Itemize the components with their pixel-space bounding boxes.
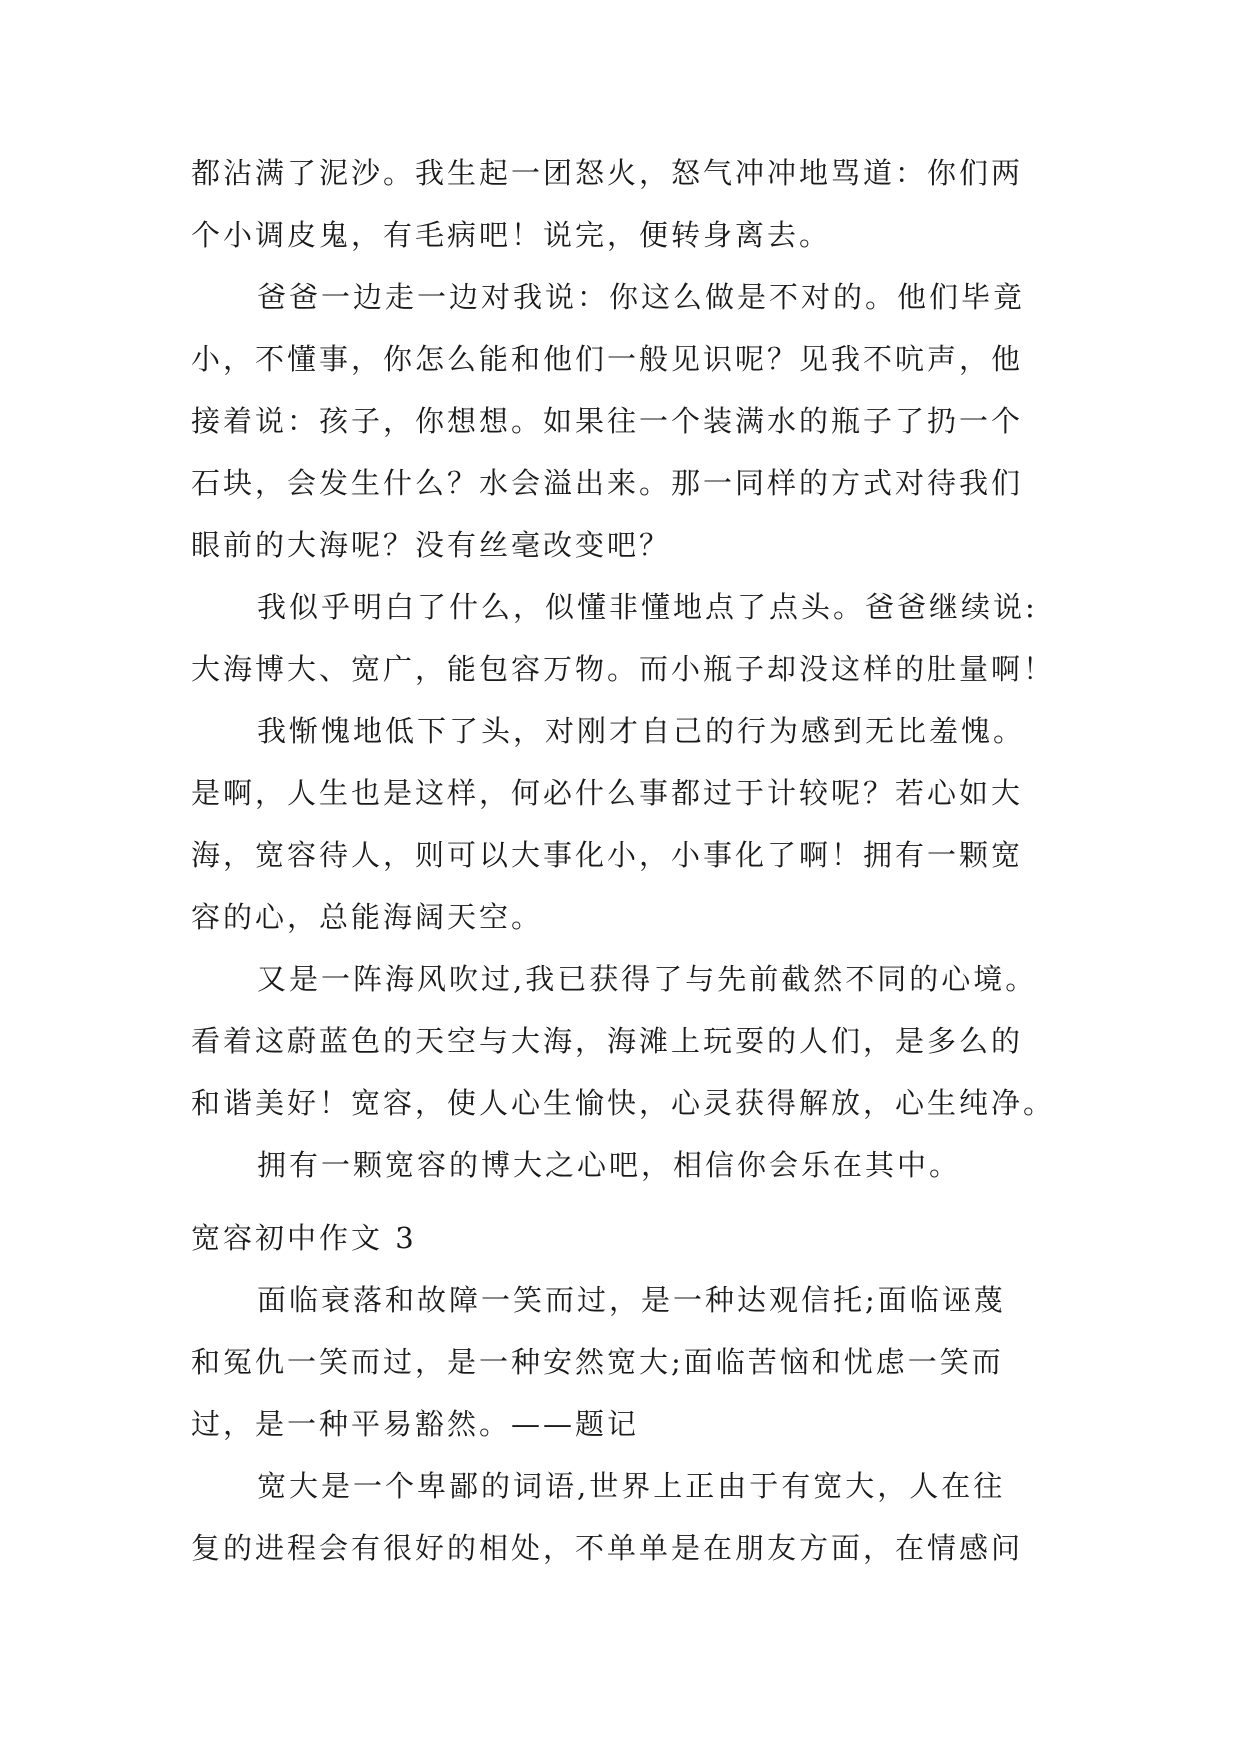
text-line: 爸爸一边走一边对我说：你这么做是不对的。他们毕竟 xyxy=(257,280,1026,314)
text-line: 小，不懂事，你怎么能和他们一般见识呢？见我不吭声，他 xyxy=(191,342,1024,376)
text-line: 接着说：孩子，你想想。如果往一个装满水的瓶子了扔一个 xyxy=(191,404,1024,438)
text-line: 海，宽容待人，则可以大事化小，小事化了啊！拥有一颗宽 xyxy=(191,838,1024,872)
text-line: 面临衰落和故障一笑而过，是一种达观信托;面临诬蔑 xyxy=(257,1283,1006,1317)
text-line: 容的心，总能海阔天空。 xyxy=(191,900,544,934)
text-line: 我似乎明白了什么，似懂非懂地点了点头。爸爸继续说: xyxy=(257,590,1038,624)
text-line: 都沾满了泥沙。我生起一团怒火，怒气冲冲地骂道：你们两 xyxy=(191,156,1024,190)
text-line: 过，是一种平易豁然。——题记 xyxy=(191,1407,640,1441)
text-line: 个小调皮鬼，有毛病吧！说完，便转身离去。 xyxy=(191,218,832,252)
section-heading: 宽容初中作文 3 xyxy=(191,1221,417,1255)
text-line: 复的进程会有很好的相处，不单单是在朋友方面，在情感问 xyxy=(191,1531,1024,1565)
text-line: 眼前的大海呢？没有丝毫改变吧？ xyxy=(191,528,672,562)
text-line: 石块，会发生什么？水会溢出来。那一同样的方式对待我们 xyxy=(191,466,1024,500)
text-line: 和谐美好！宽容，使人心生愉快，心灵获得解放，心生纯净。 xyxy=(191,1086,1056,1120)
essay-body-part-1 xyxy=(191,142,1071,1196)
text-line: 和冤仇一笑而过，是一种安然宽大;面临苦恼和忧虑一笑而 xyxy=(191,1345,1004,1379)
text-line: 拥有一颗宽容的博大之心吧，相信你会乐在其中。 xyxy=(257,1148,962,1182)
text-line: 我惭愧地低下了头，对刚才自己的行为感到无比羞愧。 xyxy=(257,714,1026,748)
text-line: 看着这蔚蓝色的天空与大海，海滩上玩耍的人们，是多么的 xyxy=(191,1024,1024,1058)
text-line: 是啊，人生也是这样，何必什么事都过于计较呢？若心如大 xyxy=(191,776,1024,810)
text-line: 大海博大、宽广，能包容万物。而小瓶子却没这样的肚量啊！ xyxy=(191,652,1056,686)
essay-body-part-2 xyxy=(191,1269,1071,1579)
text-line: 又是一阵海风吹过,我已获得了与先前截然不同的心境。 xyxy=(257,962,1038,996)
text-line: 宽大是一个卑鄙的词语,世界上正由于有宽大，人在往 xyxy=(257,1469,1006,1503)
